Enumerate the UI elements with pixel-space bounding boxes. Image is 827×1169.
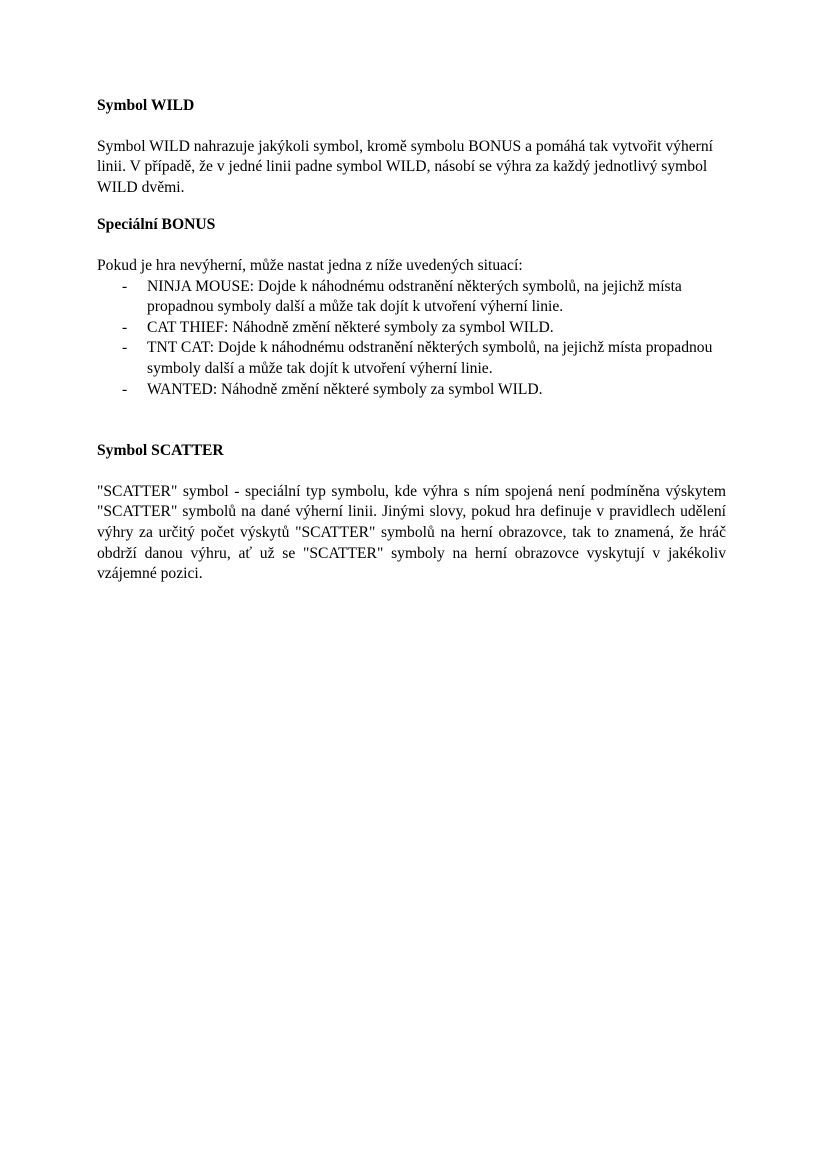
list-item-text: TNT CAT: Dojde k náhodnému odstranění některých symbolů, na jejichž místa propadnou symboly další a může tak dojít k utvoření výherní linie. [147,339,713,377]
paragraph-symbol-scatter: "SCATTER" symbol - speciální typ symbolu, kde výhra s ním spojená není podmíněna výskytem "SCATTER" symbolů na dané výherní linii. Jinými slovy, pokud hra definuje v pravidlech udělení výhry za určitý počet výskytů "SCATTER" symbolů na herní obrazovce, tak to znamená, že hráč obdrží danou výhru, ať už se "SCATTER" symboly na herní obrazovce vyskytují v jakékoliv vzájemné pozici. [97,482,726,583]
section-heading-symbol-scatter: Symbol SCATTER [97,442,224,460]
list-item-text: NINJA MOUSE: Dojde k náhodnému odstranění některých symbolů, na jejichž místa propadnou symboly další a může tak dojít k utvoření výherní linie. [147,277,682,316]
paragraph-bonus-intro: Pokud je hra nevýherní, může nastat jedna z níže uvedených situací: [97,256,523,274]
dash-bullet: - [122,277,128,295]
list-item-text: CAT THIEF: Náhodně změní některé symboly za symbol WILD. [147,318,554,336]
dash-bullet: - [122,339,128,357]
section-heading-special-bonus: Speciální BONUS [97,216,216,234]
section-symbol-scatter [97,441,726,585]
paragraph-symbol-wild: Symbol WILD nahrazuje jakýkoli symbol, kromě symbolu BONUS a pomáhá tak vytvořit výherní linii. V případě, že v jedné linii padne symbol WILD, násobí se výhra za každý jednotlivý symbol WILD dvěmi. [97,137,714,196]
list-item-cat-thief [97,318,726,339]
dash-bullet: - [122,380,128,398]
section-special-bonus [97,215,726,400]
list-item-text: WANTED: Náhodně změní některé symboly za symbol WILD. [147,380,543,398]
list-item-ninja-mouse [97,277,726,318]
list-item-tnt-cat [97,338,726,379]
dash-bullet: - [122,318,128,336]
list-item-wanted [97,380,726,401]
section-symbol-wild [97,96,726,198]
bonus-situations-list [97,277,726,401]
section-heading-symbol-wild: Symbol WILD [97,97,195,114]
